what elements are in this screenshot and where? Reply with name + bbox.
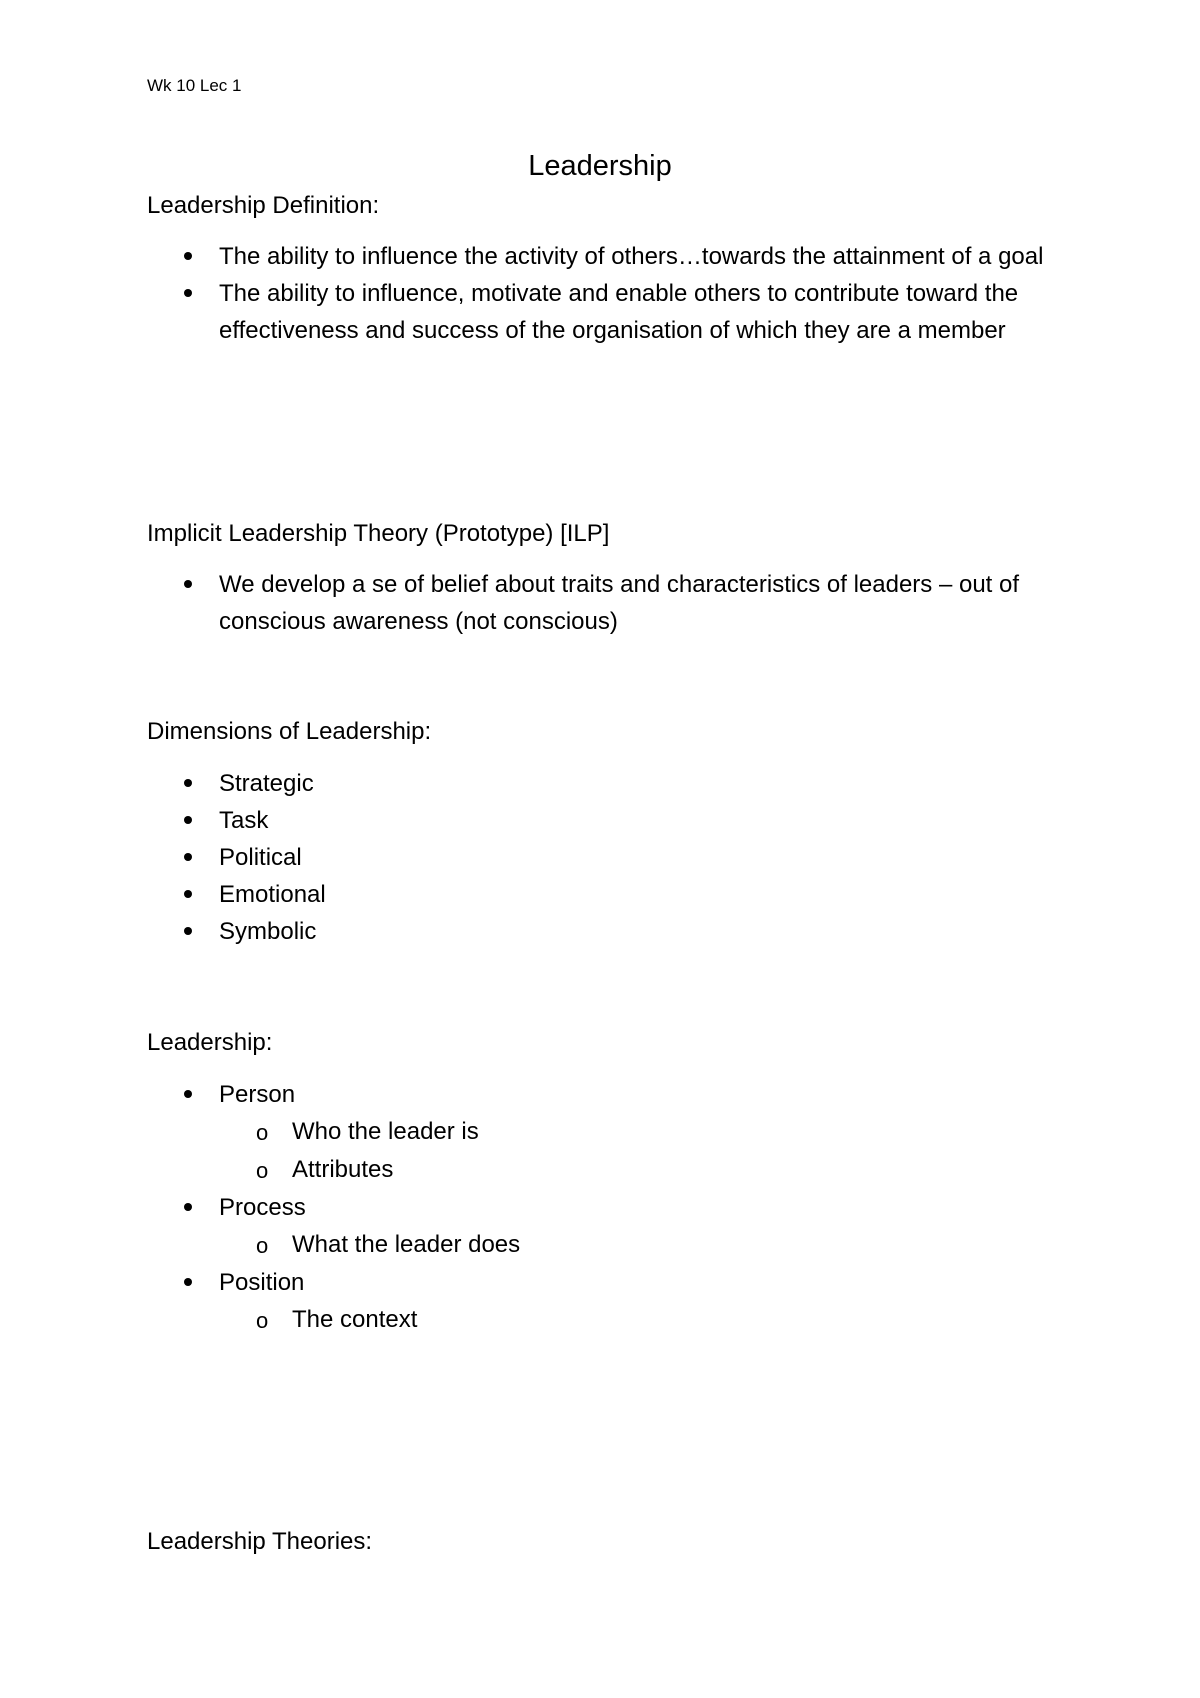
list-item-text: Strategic	[219, 770, 314, 797]
sub-list	[219, 1226, 1077, 1264]
definition-list	[147, 238, 1077, 349]
sub-list-item	[219, 1151, 1077, 1189]
list-item	[147, 839, 1077, 876]
list-item	[147, 1189, 1077, 1264]
section-heading-leadership: Leadership:	[147, 1029, 273, 1056]
page-header: Wk 10 Lec 1	[147, 76, 242, 95]
bullet-icon	[184, 252, 192, 260]
list-item-text: Task	[219, 807, 269, 834]
bullet-icon	[184, 890, 192, 898]
list-item-text: Political	[219, 844, 302, 871]
implicit-theory-list	[147, 566, 1077, 640]
list-item	[147, 1076, 1077, 1189]
list-item	[147, 913, 1077, 950]
list-item-text: The ability to influence, motivate and enable others to contribute toward the effectiveness and success of the organisation of which they are a member	[219, 280, 1019, 344]
list-item-text: Symbolic	[219, 918, 317, 945]
list-item-text: Person	[219, 1081, 296, 1108]
bullet-icon	[184, 289, 192, 297]
bullet-icon	[184, 779, 192, 787]
sub-list-item	[219, 1301, 1077, 1339]
list-item	[147, 802, 1077, 839]
sub-list-item-text: Attributes	[292, 1156, 394, 1183]
list-item-text: The ability to influence the activity of others…towards the attainment of a goal	[219, 243, 1044, 270]
bullet-icon	[184, 1090, 192, 1098]
hollow-bullet-icon: o	[256, 1120, 269, 1145]
bullet-icon	[184, 816, 192, 824]
bullet-icon	[184, 580, 192, 588]
list-item	[147, 765, 1077, 802]
leadership-list	[147, 1076, 1077, 1339]
section-heading-definition: Leadership Definition:	[147, 192, 380, 219]
bullet-icon	[184, 927, 192, 935]
hollow-bullet-icon: o	[256, 1233, 269, 1258]
list-item	[147, 876, 1077, 913]
list-item-text: Position	[219, 1269, 305, 1296]
list-item-text: We develop a se of belief about traits and characteristics of leaders – out of conscious awareness (not conscious)	[219, 571, 1020, 635]
list-item-text: Process	[219, 1194, 306, 1221]
section-heading-implicit-theory: Implicit Leadership Theory (Prototype) [ILP]	[147, 520, 610, 547]
sub-list	[219, 1113, 1077, 1189]
hollow-bullet-icon: o	[256, 1158, 269, 1183]
list-item	[147, 566, 1077, 640]
bullet-icon	[184, 1203, 192, 1211]
sub-list	[219, 1301, 1077, 1339]
section-heading-dimensions: Dimensions of Leadership:	[147, 718, 432, 745]
list-item-text: Emotional	[219, 881, 326, 908]
sub-list-item-text: What the leader does	[292, 1231, 521, 1258]
sub-list-item	[219, 1113, 1077, 1151]
dimensions-list	[147, 765, 1077, 950]
hollow-bullet-icon: o	[256, 1308, 269, 1333]
bullet-icon	[184, 853, 192, 861]
page-title: Leadership	[528, 150, 672, 182]
list-item	[147, 275, 1077, 349]
list-item	[147, 238, 1077, 275]
sub-list-item-text: The context	[292, 1306, 418, 1333]
bullet-icon	[184, 1278, 192, 1286]
list-item	[147, 1264, 1077, 1339]
section-heading-theories: Leadership Theories:	[147, 1528, 373, 1555]
sub-list-item-text: Who the leader is	[292, 1118, 479, 1145]
sub-list-item	[219, 1226, 1077, 1264]
